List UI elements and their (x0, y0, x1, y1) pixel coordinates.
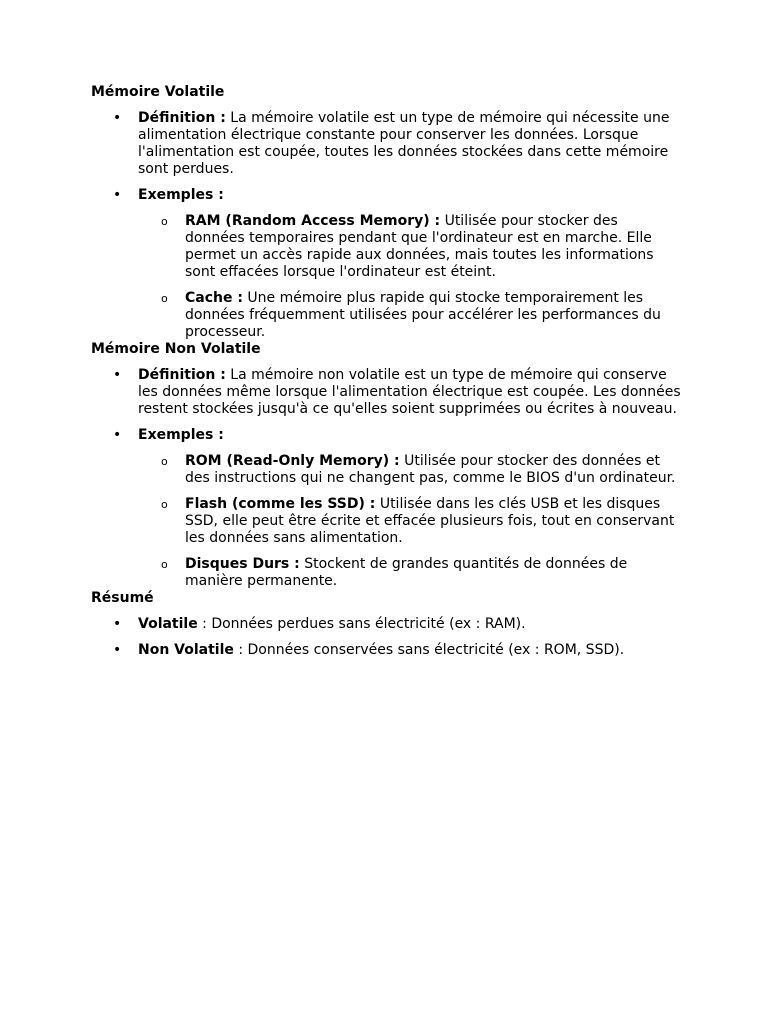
section-volatile (91, 84, 681, 341)
section-summary (91, 590, 681, 659)
list-item-rom (138, 453, 681, 487)
definition-text: La mémoire non volatile est un type de mémoire qui conserve les données même lorsque l'alimentation électrique est coupée. Les données restent stockées jusqu'à ce qu'elles soient supprimées ou écrites à nouveau. (138, 367, 681, 417)
bullet-marker: • (113, 616, 122, 632)
sub-bullet-marker: o (161, 215, 168, 228)
definition-text: La mémoire volatile est un type de mémoire qui nécessite une alimentation électrique constante pour conserver les données. Lorsque l'alimentation est coupée, toutes les données stockées dans cette mémoire sont perdues. (138, 110, 670, 177)
example-text: Une mémoire plus rapide qui stocke temporairement les données fréquemment utilisées pour accélérer les performances du processeur. (185, 290, 661, 340)
list-item-non-volatile-examples (91, 427, 681, 590)
term-label: Cache : (185, 290, 243, 306)
bullet-marker: • (113, 187, 122, 203)
list-item-volatile-definition (91, 110, 681, 178)
sub-bullet-marker: o (161, 498, 168, 511)
list-item-flash (138, 496, 681, 547)
sub-bullet-marker: o (161, 455, 168, 468)
bullet-marker: • (113, 110, 122, 126)
term-label: Définition : (138, 110, 226, 126)
summary-bullet-list (91, 616, 681, 659)
volatile-bullet-list (91, 110, 681, 341)
bullet-marker: • (113, 642, 122, 658)
list-item-ram (138, 213, 681, 281)
non-volatile-examples-list (138, 453, 681, 590)
volatile-examples-list (138, 213, 681, 341)
term-label: Exemples : (138, 187, 224, 203)
example-text: Stockent de grandes quantités de données de manière permanente. (185, 556, 628, 589)
sub-bullet-marker: o (161, 558, 168, 571)
example-text: Utilisée pour stocker des données temporaires pendant que l'ordinateur est en marche. Elle permet un accès rapide aux données, mais toutes les informations sont effacées lorsque l'ordinateur est éteint. (185, 213, 654, 280)
term-label: Définition : (138, 367, 226, 383)
summary-text: : Données perdues sans électricité (ex : RAM). (197, 616, 526, 632)
list-item-non-volatile-definition (91, 367, 681, 418)
term-label: Exemples : (138, 427, 224, 443)
term-label: Flash (comme les SSD) : (185, 496, 376, 512)
example-text: Utilisée pour stocker des données et des instructions qui ne changent pas, comme le BIOS d'un ordinateur. (185, 453, 676, 486)
document-body (91, 84, 681, 668)
term-label: Disques Durs : (185, 556, 300, 572)
bullet-marker: • (113, 367, 122, 383)
list-item-cache (138, 290, 681, 341)
list-item-hard-disks (138, 556, 681, 590)
term-label: Non Volatile (138, 642, 234, 658)
list-item-summary-volatile (91, 616, 681, 633)
term-label: Volatile (138, 616, 198, 632)
summary-text: : Données conservées sans électricité (ex : ROM, SSD). (233, 642, 625, 658)
sub-bullet-marker: o (161, 292, 168, 305)
non-volatile-bullet-list (91, 367, 681, 590)
list-item-summary-non-volatile (91, 642, 681, 659)
list-item-volatile-examples (91, 187, 681, 341)
bullet-marker: • (113, 427, 122, 443)
section-title-non-volatile: Mémoire Non Volatile (91, 341, 261, 357)
term-label: ROM (Read-Only Memory) : (185, 453, 400, 469)
section-non-volatile (91, 341, 681, 590)
section-title-volatile: Mémoire Volatile (91, 84, 225, 100)
section-title-summary: Résumé (91, 590, 154, 606)
example-text: Utilisée dans les clés USB et les disques SSD, elle peut être écrite et effacée plusieurs fois, tout en conservant les données sans alimentation. (185, 496, 675, 546)
term-label: RAM (Random Access Memory) : (185, 213, 441, 229)
